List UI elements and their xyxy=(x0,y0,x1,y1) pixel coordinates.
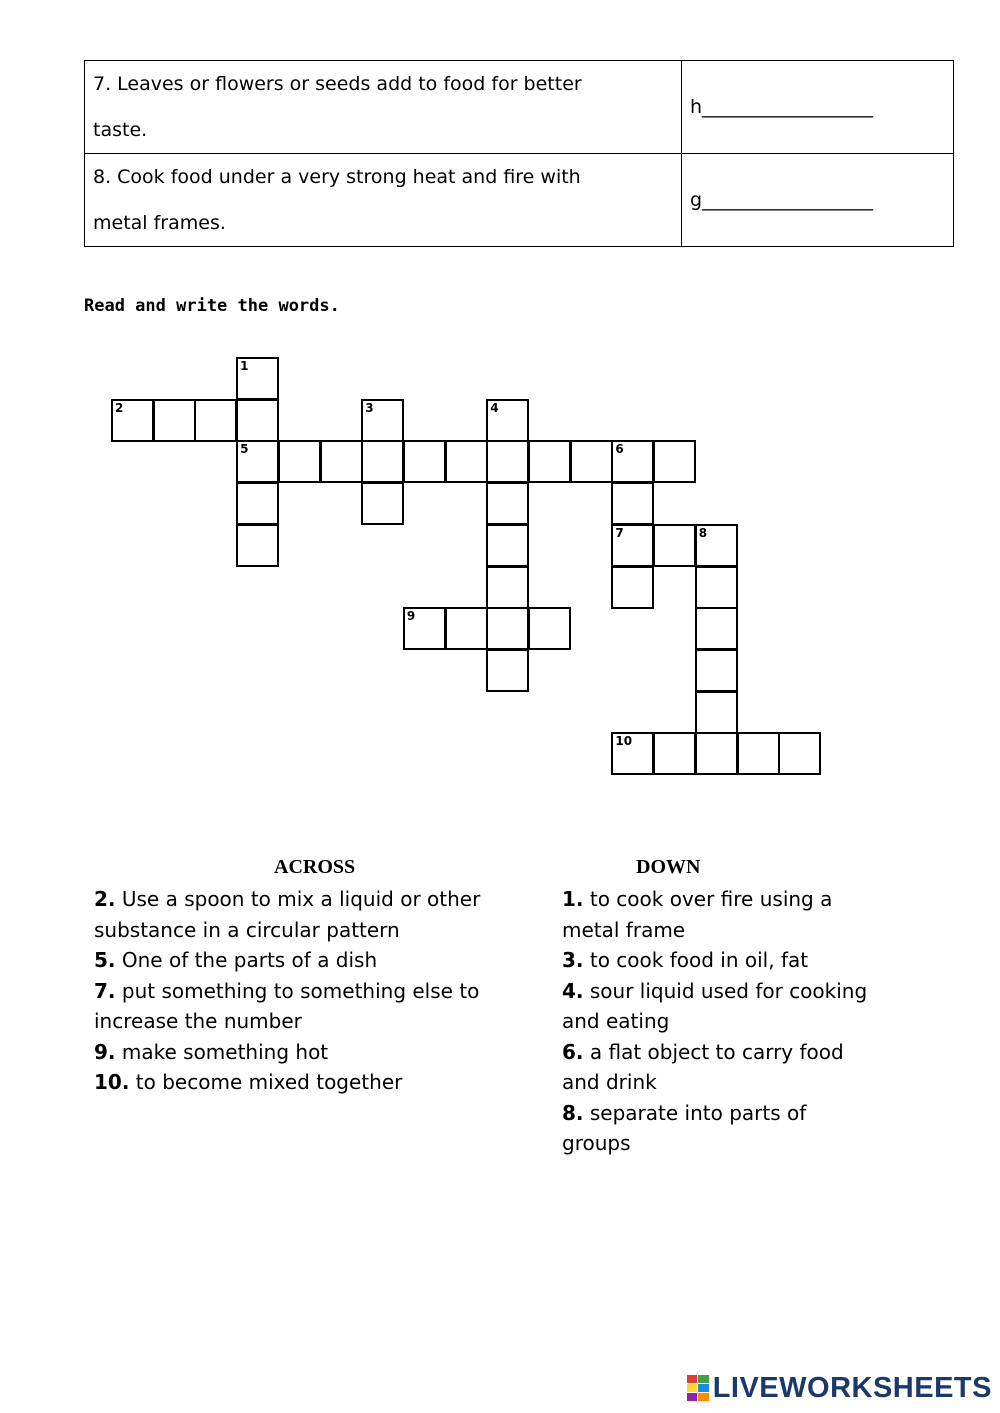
crossword-cell[interactable] xyxy=(320,440,363,483)
clue-number: 9. xyxy=(94,1039,116,1064)
clue-line: 3. to cook food in oil, fat xyxy=(562,948,809,972)
crossword-cell[interactable] xyxy=(278,440,321,483)
clue-line: and drink xyxy=(562,1070,657,1094)
logo-block xyxy=(687,1384,698,1392)
logo-block xyxy=(698,1375,709,1383)
clue-number: 4 xyxy=(490,400,499,415)
clue-number: 10. xyxy=(94,1070,130,1094)
clue-line: 4. sour liquid used for cooking xyxy=(562,978,868,1003)
table-row xyxy=(85,154,954,247)
crossword-cell[interactable] xyxy=(403,607,446,650)
clue-number: 2. xyxy=(94,887,116,911)
table-row xyxy=(85,61,954,154)
across-heading: ACROSS xyxy=(274,856,356,878)
down-clues xyxy=(562,884,867,1159)
crossword-cell[interactable] xyxy=(403,440,446,483)
crossword-cell[interactable] xyxy=(778,732,821,775)
crossword-cell[interactable] xyxy=(445,440,488,483)
crossword-cell[interactable] xyxy=(486,482,529,525)
crossword-cell[interactable] xyxy=(486,524,529,567)
clue-line: substance in a circular pattern xyxy=(94,917,400,942)
crossword-cell[interactable] xyxy=(653,440,696,483)
crossword-cell[interactable] xyxy=(737,732,780,775)
crossword-cell[interactable] xyxy=(194,399,237,442)
answer-field[interactable]: g__________________ xyxy=(690,189,874,211)
down-heading: DOWN xyxy=(636,856,701,878)
clue-number: 5 xyxy=(240,442,249,457)
definition-table xyxy=(84,60,954,247)
clue-number: 3 xyxy=(365,400,374,415)
crossword-cell[interactable] xyxy=(695,691,738,734)
question-cell xyxy=(85,61,682,154)
answer-cell[interactable] xyxy=(682,154,954,247)
logo-block xyxy=(687,1393,698,1401)
crossword-cell[interactable] xyxy=(695,607,738,650)
clue-number: 5. xyxy=(94,948,116,972)
logo-block xyxy=(698,1393,709,1401)
crossword-cell[interactable] xyxy=(236,357,279,400)
crossword-cell[interactable] xyxy=(236,440,279,483)
clue-line: 7. put something to something else to xyxy=(94,978,480,1003)
logo-block xyxy=(698,1384,709,1392)
clue-line: increase the number xyxy=(94,1009,302,1033)
clue-number: 7. xyxy=(94,978,116,1003)
logo-text: LIVEWORKSHEETS xyxy=(712,1371,992,1404)
clue-number: 8 xyxy=(698,525,708,540)
clue-number: 6. xyxy=(562,1039,584,1064)
clue-line: 1. to cook over fire using a xyxy=(562,887,833,911)
clue-number: 1 xyxy=(240,359,249,373)
clue-number: 7 xyxy=(615,525,624,540)
answer-cell[interactable] xyxy=(682,61,954,154)
clue-line: groups xyxy=(562,1131,631,1155)
crossword-cell[interactable] xyxy=(236,524,279,567)
crossword-cell[interactable] xyxy=(611,732,654,775)
clue-line: 5. One of the parts of a dish xyxy=(94,948,378,972)
clue-number: 3. xyxy=(562,948,584,972)
crossword-cell[interactable] xyxy=(486,440,529,483)
clue-line: 9. make something hot xyxy=(94,1039,329,1064)
clue-line: 10. to become mixed together xyxy=(94,1070,403,1094)
crossword-cell[interactable] xyxy=(570,440,613,483)
logo-icon xyxy=(687,1375,709,1401)
crossword-cell[interactable] xyxy=(361,440,404,483)
question-line: 7. Leaves or flowers or seeds add to food for better xyxy=(93,73,582,95)
clue-number: 4. xyxy=(562,978,584,1003)
crossword-cell[interactable] xyxy=(528,607,571,650)
clue-line: and eating xyxy=(562,1009,670,1033)
crossword-cell[interactable] xyxy=(695,566,738,609)
clue-number: 6 xyxy=(615,442,624,457)
instruction-heading: Read and write the words. xyxy=(84,296,340,316)
crossword-cell[interactable] xyxy=(361,482,404,525)
across-clues xyxy=(94,884,480,1098)
crossword-cell[interactable] xyxy=(611,524,654,567)
crossword-cell[interactable] xyxy=(361,399,404,442)
clue-line: 2. Use a spoon to mix a liquid or other xyxy=(94,887,481,911)
crossword-cell[interactable] xyxy=(486,399,529,442)
crossword-cell[interactable] xyxy=(695,649,738,692)
liveworksheets-logo xyxy=(687,1371,992,1405)
crossword-cell[interactable] xyxy=(111,399,154,442)
crossword-cell[interactable] xyxy=(153,399,196,442)
crossword-cell[interactable] xyxy=(611,482,654,525)
logo-block xyxy=(687,1375,698,1383)
crossword-cell[interactable] xyxy=(695,524,738,567)
question-cell xyxy=(85,154,682,247)
crossword-cell[interactable] xyxy=(611,440,654,483)
crossword-cell[interactable] xyxy=(486,607,529,650)
crossword-cell[interactable] xyxy=(695,732,738,775)
crossword-cell[interactable] xyxy=(445,607,488,650)
clue-number: 10 xyxy=(615,734,633,749)
crossword-cell[interactable] xyxy=(611,566,654,609)
crossword-cell[interactable] xyxy=(653,732,696,775)
question-line: taste. xyxy=(93,119,148,141)
crossword-cell[interactable] xyxy=(653,524,696,567)
crossword-cell[interactable] xyxy=(236,482,279,525)
clue-number: 8. xyxy=(562,1100,584,1125)
clue-number: 1. xyxy=(562,887,584,911)
crossword-cell[interactable] xyxy=(486,649,529,692)
answer-field[interactable]: h__________________ xyxy=(690,96,874,118)
clue-line: 6. a flat object to carry food xyxy=(562,1039,844,1064)
clue-number: 9 xyxy=(406,609,416,624)
clue-number: 2 xyxy=(115,400,124,415)
crossword-cell[interactable] xyxy=(486,566,529,609)
crossword-cell[interactable] xyxy=(528,440,571,483)
crossword-cell[interactable] xyxy=(236,399,279,442)
question-line: 8. Cook food under a very strong heat and fire with xyxy=(93,166,581,188)
clue-line: metal frame xyxy=(562,917,686,942)
question-line: metal frames. xyxy=(93,212,226,234)
clue-line: 8. separate into parts of xyxy=(562,1100,807,1125)
